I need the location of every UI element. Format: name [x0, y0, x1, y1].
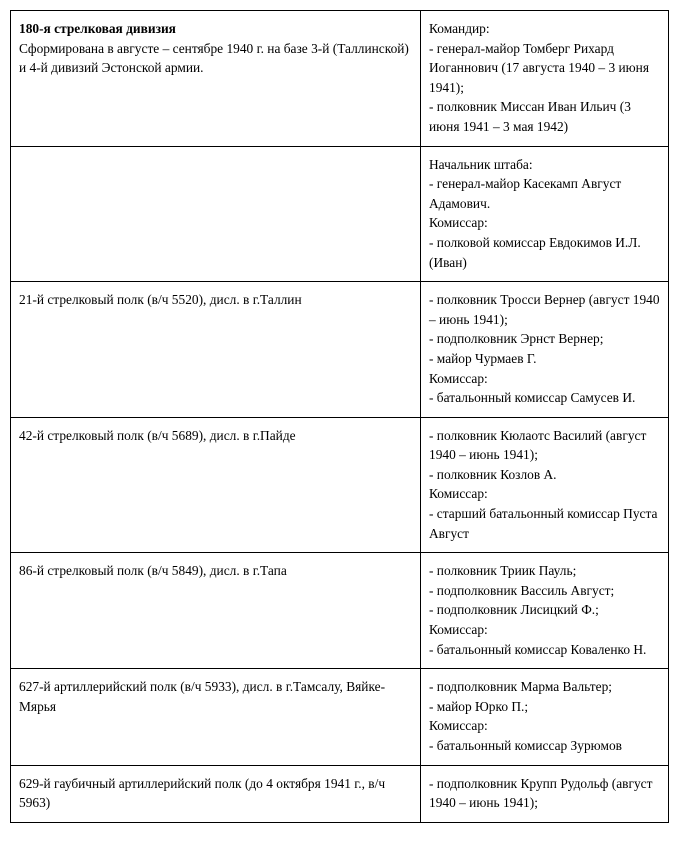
commander-line: Комиссар: [429, 718, 488, 734]
division-title: 180-я стрелковая дивизия [19, 21, 176, 36]
unit-cell [11, 417, 421, 553]
table-row [11, 669, 669, 765]
commander-line: - полковник Кюлаотс Василий (август 1940 – июнь 1941); [429, 427, 647, 463]
table-row [11, 553, 669, 669]
commander-line: - генерал-майор Томберг Рихард Иоганнович (17 августа 1940 – 3 июня 1941); [429, 40, 650, 95]
document-page [10, 10, 668, 823]
commander-line: - подполковник Лисицкий Ф.; [429, 602, 599, 618]
table-row [11, 11, 669, 147]
unit-cell [11, 765, 421, 822]
commander-line: Комиссар: [429, 622, 488, 638]
commander-line: - полковник Триик Пауль; [429, 563, 577, 579]
commander-line: - подполковник Крупп Рудольф (август 1940 – июнь 1941); [429, 775, 653, 811]
unit-description: 627-й артиллерийский полк (в/ч 5933), дисл. в г.Тамсалу, Вяйке-Мярья [19, 679, 386, 714]
unit-cell [11, 282, 421, 418]
commander-line: - старший батальонный комиссар Пуста Август [429, 506, 658, 541]
commander-line: Комиссар: [429, 215, 488, 231]
unit-description: 42-й стрелковый полк (в/ч 5689), дисл. в г.Пайде [19, 427, 296, 443]
unit-description: 21-й стрелковый полк (в/ч 5520), дисл. в г.Таллин [19, 292, 302, 308]
commander-line: - подполковник Марма Вальтер; [429, 679, 612, 695]
table-row [11, 146, 669, 282]
commander-line: - подполковник Эрнст Вернер; [429, 331, 604, 347]
commander-line: - батальонный комиссар Зурюмов [429, 738, 622, 753]
commanders-cell [421, 553, 669, 669]
commander-line: - полковник Тросси Вернер (август 1940 – июнь 1941); [429, 292, 660, 327]
commanders-cell [421, 146, 669, 282]
unit-cell [11, 146, 421, 282]
commander-line: Комиссар: [429, 370, 488, 386]
commander-line: - батальонный комиссар Коваленко Н. [429, 641, 647, 657]
commander-line: - батальонный комиссар Самусев И. [429, 390, 636, 406]
commander-line: - майор Юрко П.; [429, 698, 529, 714]
commanders-cell [421, 11, 669, 147]
commanders-cell [421, 765, 669, 822]
unit-description: 629-й гаубичный артиллерийский полк (до 4 октября 1941 г., в/ч 5963) [19, 775, 386, 811]
commander-line: - подполковник Вассиль Август; [429, 582, 615, 598]
commander-line: Комиссар: [429, 486, 488, 502]
commander-line: - генерал-майор Касекамп Август Адамович. [429, 176, 622, 211]
commanders-cell [421, 669, 669, 765]
commanders-cell [421, 282, 669, 418]
commander-line: - полковник Козлов А. [429, 466, 557, 482]
commander-line: Командир: [429, 21, 490, 36]
unit-cell [11, 11, 421, 147]
unit-cell [11, 669, 421, 765]
commanders-cell [421, 417, 669, 553]
unit-description: Сформирована в августе – сентябре 1940 г. на базе 3-й (Таллинской) и 4-й дивизий Эстонской армии. [19, 40, 409, 76]
unit-cell [11, 553, 421, 669]
table-row [11, 765, 669, 822]
commander-line: - полковник Миссан Иван Ильич (3 июня 1941 – 3 мая 1942) [429, 99, 631, 134]
unit-description: 86-й стрелковый полк (в/ч 5849), дисл. в г.Тапа [19, 563, 287, 579]
commander-line: - полковой комиссар Евдокимов И.Л. (Иван) [429, 234, 641, 270]
division-table [10, 10, 669, 823]
commander-line: - майор Чурмаев Г. [429, 350, 537, 366]
commander-line: Начальник штаба: [429, 156, 533, 172]
table-row [11, 282, 669, 418]
table-row [11, 417, 669, 553]
